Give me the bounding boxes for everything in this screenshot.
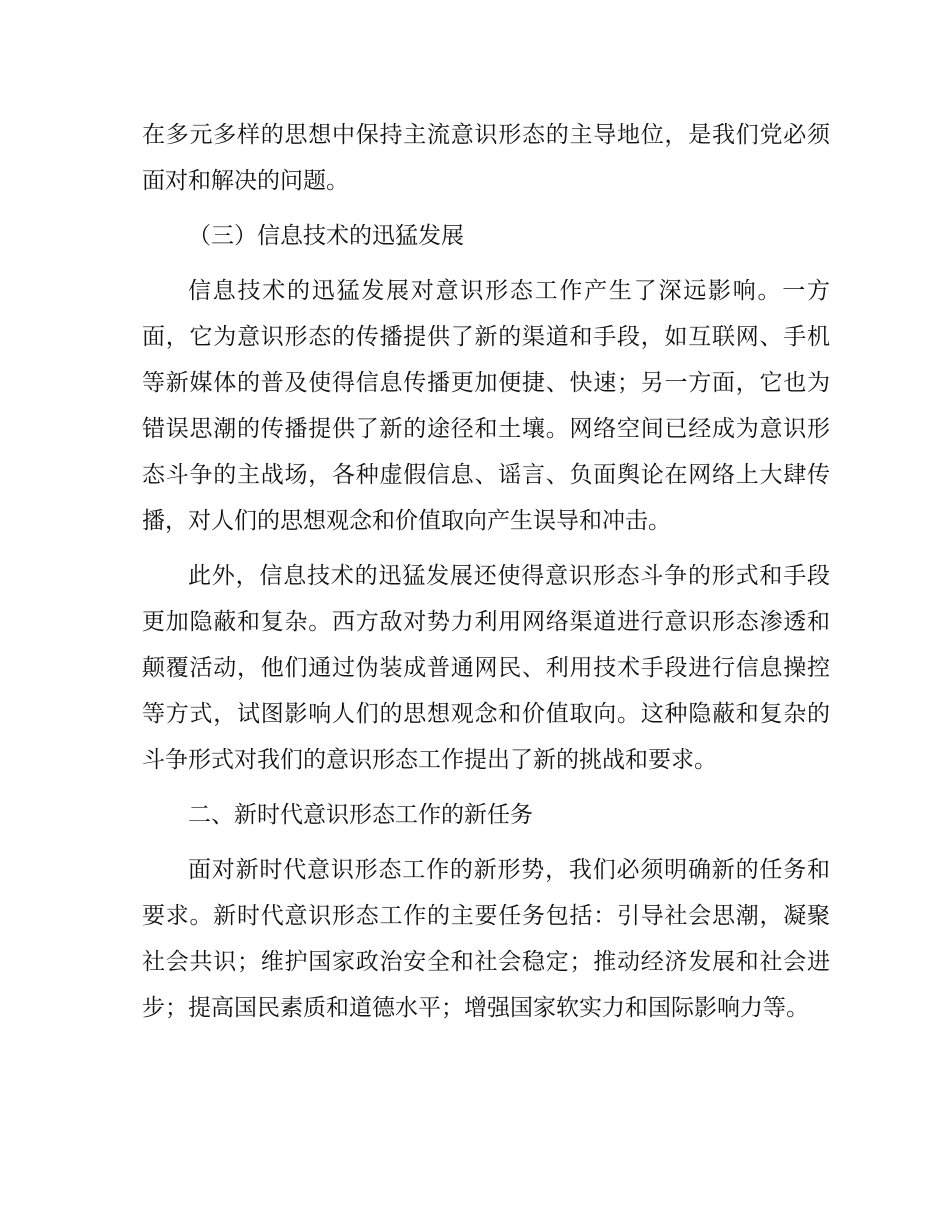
- paragraph-furthermore: 此外，信息技术的迅猛发展还使得意识形态斗争的形式和手段更加隐蔽和复杂。西方敌对势力利用网络渠道进行意识形态渗透和颠覆活动，他们通过伪装成普通网民、利用技术手段进行信息操控等方式，试图影响人们的思想观念和价值取向。这种隐蔽和复杂的斗争形式对我们的意识形态工作提出了新的挑战和要求。: [142, 563, 830, 773]
- paragraph-continuation: 在多元多样的思想中保持主流意识形态的主导地位，是我们党必须面对和解决的问题。: [142, 122, 830, 194]
- paragraph-info-tech: 信息技术的迅猛发展对意识形态工作产生了深远影响。一方面，它为意识形态的传播提供了新的渠道和手段，如互联网、手机等新媒体的普及使得信息传播更加便捷、快速；另一方面，它也为错误思潮的传播提供了新的途径和土壤。网络空间已经成为意识形态斗争的主战场，各种虚假信息、谣言、负面舆论在网络上大肆传播，对人们的思想观念和价值取向产生误导和冲击。: [142, 278, 830, 534]
- document-page: [142, 112, 830, 1031]
- paragraph-new-tasks: 面对新时代意识形态工作的新形势，我们必须明确新的任务和要求。新时代意识形态工作的主要任务包括：引导社会思潮，凝聚社会共识；维护国家政治安全和社会稳定；推动经济发展和社会进步；提高国民素质和道德水平；增强国家软实力和国际影响力等。: [142, 857, 830, 1021]
- section-heading-3: （三）信息技术的迅猛发展: [188, 223, 464, 249]
- section-heading-2: 二、新时代意识形态工作的新任务: [188, 802, 533, 828]
